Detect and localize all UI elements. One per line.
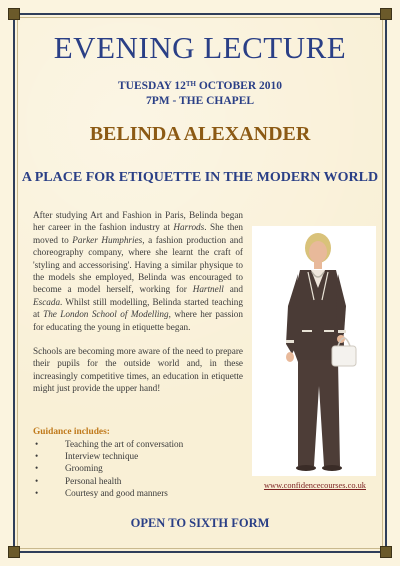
bio-text: , where her passion for educating the young in etiquette began. <box>33 309 243 332</box>
event-date <box>0 80 400 92</box>
guidance-item: • Courtesy and good manners <box>33 487 243 499</box>
date-suffix: TH <box>185 80 196 88</box>
guidance-heading: Guidance includes: <box>33 427 110 437</box>
bio-paragraph-1 <box>33 209 243 333</box>
guidance-list <box>33 438 243 499</box>
poster-title: EVENING LECTURE <box>53 30 347 65</box>
bio-text: After studying Art and Fashion in Paris, Belinda began her career in the fashion industry at <box>33 210 243 233</box>
website-link[interactable]: www.confidencecourses.co.uk <box>263 481 366 490</box>
bio-italic-harrods: Harrods <box>173 222 205 233</box>
bio-italic-parker-humphries: Parker Humphries <box>72 234 143 245</box>
corner-ornament-top-right <box>380 8 392 20</box>
guidance-item: • Personal health <box>33 475 243 487</box>
lecture-tagline: A PLACE FOR ETIQUETTE IN THE MODERN WORLD <box>21 170 379 185</box>
event-time-place: 7PM - THE CHAPEL <box>145 95 255 107</box>
bio-paragraph-2: Schools are becoming more aware of the need to prepare their pupils for the outside world and, in these increasingly competitive times, an education in etiquette might just provide the upper hand! <box>33 346 243 394</box>
corner-ornament-bottom-right <box>380 546 392 558</box>
bio-text: , a fashion production and choreography company, where she learnt the craft of 'styling and accessorising'. Having a similar physique to the models she employed, Belinda was encouraged to become a model herself, working for <box>33 234 243 295</box>
guidance-section <box>33 427 243 499</box>
speaker-figure-illustration <box>252 226 376 476</box>
speaker-biography <box>33 209 243 407</box>
corner-ornament-bottom-left <box>8 546 20 558</box>
date-prefix: TUESDAY 12 <box>117 80 186 92</box>
bio-text: . She then moved to <box>33 222 243 245</box>
bio-italic-escada: Escada <box>33 296 61 307</box>
corner-ornament-top-left <box>8 8 20 20</box>
audience-note: OPEN TO SIXTH FORM <box>130 516 270 530</box>
bio-text: and <box>223 284 243 295</box>
speaker-photo <box>252 226 376 476</box>
bio-text: . Whilst still modelling, Belinda started teaching at <box>33 296 243 320</box>
bio-italic-london-school: The London School of Modelling <box>43 309 169 320</box>
date-rest: OCTOBER 2010 <box>195 80 283 92</box>
speaker-name: BELINDA ALEXANDER <box>89 123 311 145</box>
guidance-item: • Interview technique <box>33 450 243 462</box>
bio-italic-hartnell: Hartnell <box>192 284 224 295</box>
guidance-item: • Grooming <box>33 462 243 474</box>
guidance-item: • Teaching the art of conversation <box>33 438 243 450</box>
